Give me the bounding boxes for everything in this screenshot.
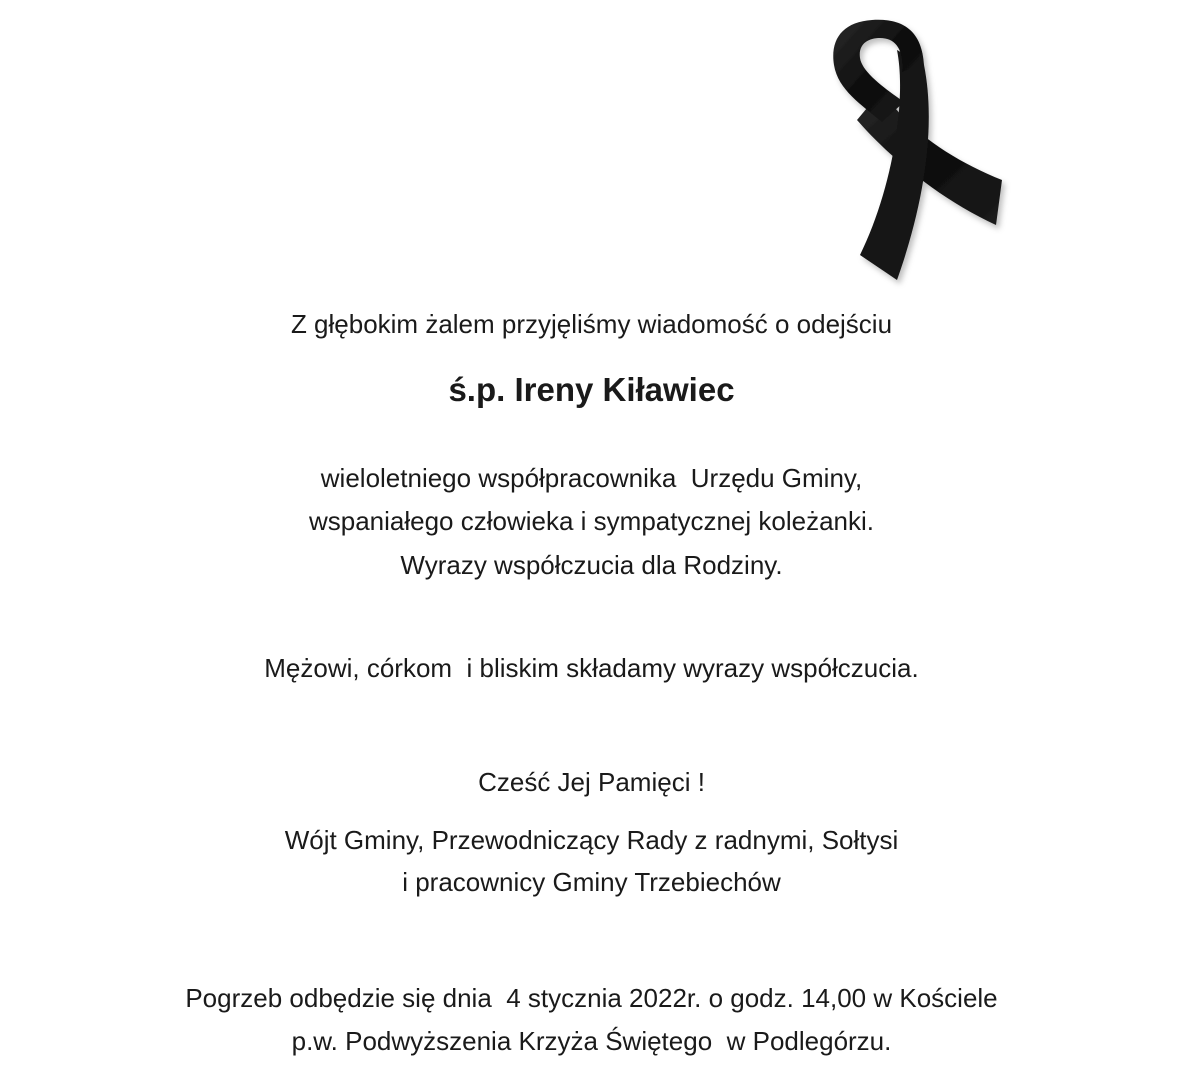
description-line: wspaniałego człowieka i sympatycznej koleżanki. (308, 506, 875, 536)
intro-text: Z głębokim żalem przyjęliśmy wiadomość o odejściu (290, 309, 893, 339)
memory-text: Cześć Jej Pamięci ! (478, 767, 705, 797)
description-line: Wyrazy współczucia dla Rodziny. (400, 550, 783, 580)
family-condolences: Mężowi, córkom i bliskim składamy wyrazy współczucia. (264, 653, 919, 683)
signature-line: Wójt Gminy, Przewodniczący Rady z radnymi, Sołtysi (284, 825, 899, 855)
funeral-info-line: Pogrzeb odbędzie się dnia 4 stycznia 2022r. o godz. 14,00 w Kościele (185, 983, 998, 1013)
signature-line: i pracownicy Gminy Trzebiechów (402, 867, 781, 897)
deceased-name: ś.p. Ireny Kiławiec (448, 371, 735, 408)
black-mourning-ribbon-icon (812, 10, 1012, 295)
funeral-info-line: p.w. Podwyższenia Krzyża Świętego w Podlegórzu. (291, 1026, 892, 1056)
description-line: wieloletniego współpracownika Urzędu Gminy, (320, 463, 863, 493)
